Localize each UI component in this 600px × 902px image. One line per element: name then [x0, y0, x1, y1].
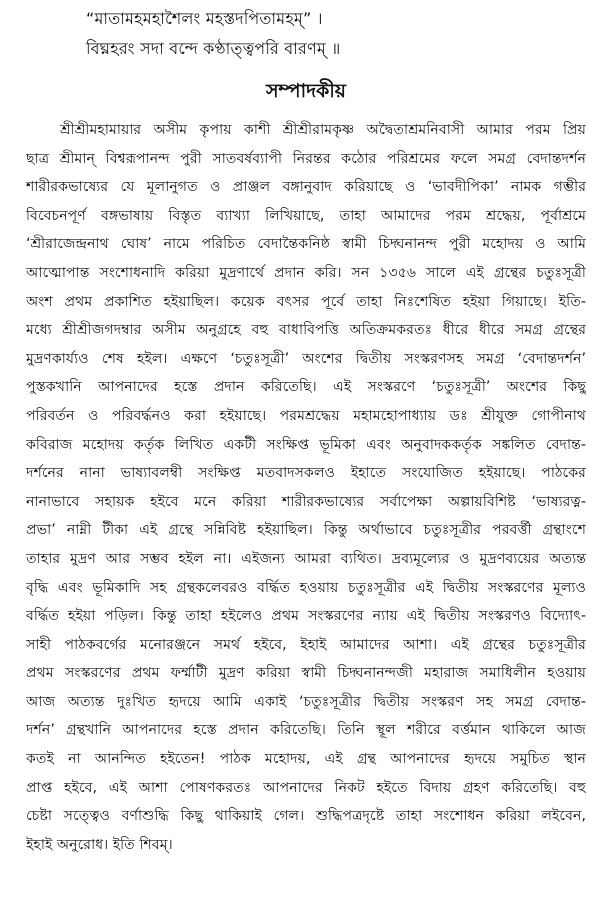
- body-line: আত্মোপান্ত সংশোধনাদি করিয়া মুদ্রণার্থে প্রদান করি। সন ১৩৫৬ সালে এই গ্রন্থের চতুঃসূত্রী: [26, 264, 586, 281]
- body-line: শ্রীশ্রীমহামায়ার অসীম কৃপায় কাশী শ্রীশ্রীরামকৃষ্ণ অদ্বৈতাশ্রমনিবাসী আমার পরম প্রিয়: [60, 122, 586, 138]
- body-line: নানাভাবে সহায়ক হইবে মনে করিয়া শারীরকভাষ্যের সর্বাপেক্ষা অল্পায়বিশিষ্ট ‘ভাষ্যরত্ন-: [26, 493, 586, 510]
- body-line: বিবেচনপূর্ণ বঙ্গভাষায় বিস্তৃত ব্যাখ্যা লিখিয়াছে, তাহা আমাদের পরম শ্রদ্ধেয়, পূর্বাশ্রমে: [26, 207, 586, 224]
- body-line: চেষ্টা সত্ত্বেও বর্ণাশুদ্ধি কিছু থাকিয়াই গেল। শুদ্ধিপত্রদৃষ্টে তাহা সংশোধন করিয়া লইবেন,: [26, 808, 586, 825]
- body-line: দর্শনের নানা ভাষ্যাবলম্বী সংক্ষিপ্ত মতবাদসকলও ইহাতে সংযোজিত হইয়াছে। পাঠকের: [26, 465, 586, 482]
- body-line: মধ্যে শ্রীশ্রীজগদম্বার অসীম অনুগ্রহে বহু বাধাবিপত্তি অতিক্রমকরতঃ ধীরে ধীরে সমগ্র গ্রন্থের: [26, 322, 586, 339]
- body-line: পুস্তকখানি আপনাদের হস্তে প্রদান করিতেছি। এই সংস্করণে ‘চতুঃসূত্রী’ অংশের কিছু: [26, 379, 586, 396]
- body-line: মুদ্রণকার্য্যও শেষ হইল। এক্ষণে ‘চতুঃসূত্রী’ অংশের দ্বিতীয় সংস্করণসহ সমগ্র ‘বেদান্তদর্শন’: [26, 350, 586, 367]
- body-line: আজ অত্যন্ত দুঃখিত হৃদয়ে আমি একাই ‘চতুঃসূত্রীর দ্বিতীয় সংস্করণ সহ সমগ্র বেদান্ত-: [26, 693, 586, 710]
- body-line: কতই না আনন্দিত হইতেন! পাঠক মহোদয়, এই গ্রন্থ আপনাদের হৃদয়ে সমুচিত স্থান: [26, 751, 586, 768]
- editorial-body: [26, 116, 586, 859]
- invocation-line-1: “মাতামহমহাশৈলং মহস্তদপিতামহম্” ।: [86, 9, 323, 28]
- body-line: দর্শন’ গ্রন্থখানি আপনাদের হস্তে প্রদান করিতেছি। তিনি স্থূল শরীরে বর্ত্তমান থাকিলে আজ: [26, 722, 586, 739]
- body-line: সাহী পাঠকবর্গের মনোরঞ্জনে সমর্থ হইবে, ইহাই আমাদের আশা। এই গ্রন্থের চতুঃসূত্রীর: [26, 636, 586, 653]
- body-line: প্রাপ্ত হইবে, এই আশা পোষণকরতঃ আপনাদের নিকট হইতে বিদায় গ্রহণ করিতেছি। বহু: [26, 779, 586, 796]
- body-line: অংশ প্রথম প্রকাশিত হইয়াছিল। কয়েক বৎসর পূর্বে তাহা নিঃশেষিত হইয়া গিয়াছে। ইতি-: [26, 293, 586, 310]
- page-title: সম্পাদকীয়: [266, 80, 346, 102]
- body-line: কবিরাজ মহোদয় কর্তৃক লিখিত একটী সংক্ষিপ্ত ভূমিকা এবং অনুবাদককর্তৃক সঙ্কলিত বেদান্ত-: [26, 436, 586, 453]
- body-line: প্রথম সংস্করণের প্রথম ফর্ম্মাটী মুদ্রণ করিয়া স্বামী চিদ্ঘনানন্দজী মহারাজ সমাধিলীন হওয়ায়: [26, 665, 586, 682]
- body-line: তাহার মুদ্রণ আর সম্ভব হইল না। এইজন্য আমরা ব্যথিত। দ্রব্যমূল্যের ও মুদ্রণব্যয়ের অত্যন্ত: [26, 550, 586, 567]
- body-line: প্রভা’ নাম্নী টীকা এই গ্রন্থে সন্নিবিষ্ট হইয়াছিল। কিন্তু অর্থাভাবে চতুঃসূত্রীর পরবর্ত্তী গ্রন্থাংশে: [26, 522, 586, 539]
- body-line: ইহাই অনুরোধ। ইতি শিবম্।: [26, 836, 173, 853]
- body-line: শারীরকভাষ্যের যে মূলানুগত ও প্রাঞ্জল বঙ্গানুবাদ করিয়াছে ও ‘ভাবদীপিকা’ নামক গম্ভীর: [26, 179, 586, 196]
- body-line: ছাত্র শ্রীমান্ বিশ্বরূপানন্দ পুরী সাতবর্ষব্যাপী নিরন্তর কঠোর পরিশ্রমের ফলে সমগ্র বেদান্তদর্শন: [26, 150, 586, 167]
- invocation-line-2: বিঘ্নহরং সদা বন্দে কণ্ঠাত্ত্বপরি বারণম্ ॥: [86, 39, 341, 58]
- body-line: বর্দ্ধিত হইয়া পড়িল। কিন্তু তাহা হইলেও প্রথম সংস্করণের ন্যায় এই দ্বিতীয় সংস্করণও বিদ্যোৎ-: [26, 608, 586, 625]
- body-line: বৃদ্ধি এবং ভূমিকাদি সহ গ্রন্থকলেবরও বর্দ্ধিত হওয়ায় চতুঃসূত্রীর এই দ্বিতীয় সংস্করণের মূল্যও: [26, 579, 586, 596]
- body-line: ‘শ্রীরাজেন্দ্রনাথ ঘোষ’ নামে পরিচিত বেদান্তৈকনিষ্ঠ স্বামী চিদ্ঘনানন্দ পুরী মহোদয় ও আমি: [26, 236, 586, 253]
- body-line: পরিবর্তন ও পরিবর্দ্ধনও করা হইয়াছে। পরমশ্রদ্ধেয় মহামহোপাধ্যায় ডঃ শ্রীযুক্ত গোপীনাথ: [26, 407, 586, 424]
